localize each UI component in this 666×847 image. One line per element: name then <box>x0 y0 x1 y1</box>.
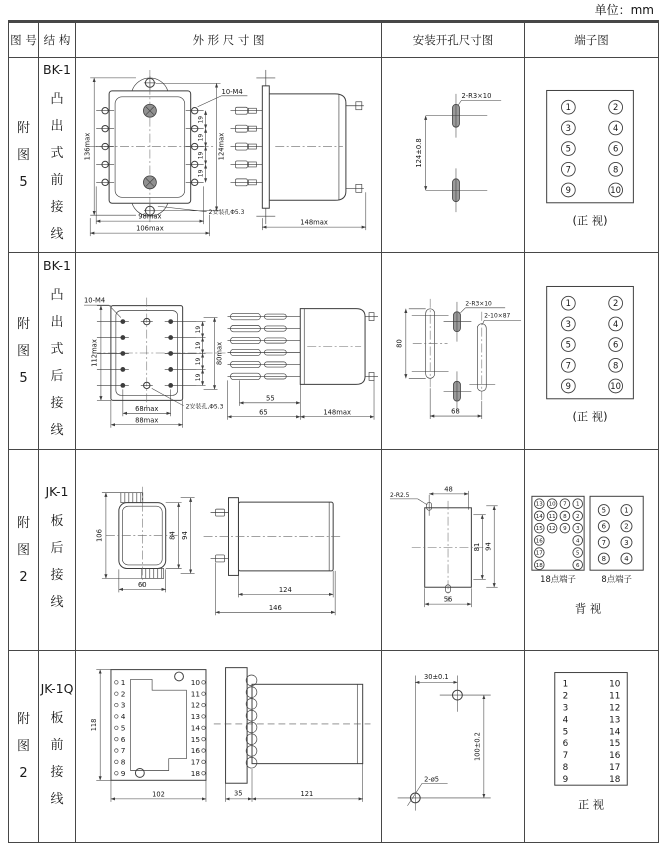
dim-label: 19 <box>197 115 205 124</box>
outline-drawing-row2 <box>76 253 382 450</box>
terminal-number: 8 <box>601 555 607 564</box>
terminal-number: 1 <box>575 501 580 508</box>
screw-spec-label: 10-M4 <box>83 296 106 305</box>
view-caption: 正 视 <box>577 798 605 812</box>
dim-label: 148max <box>300 218 328 227</box>
terminal-svg-row4 <box>525 651 658 842</box>
pin-number: 18 <box>609 775 621 786</box>
pin-number: 9 <box>120 768 126 778</box>
structure-cell-row1 <box>39 58 76 253</box>
pin-circle <box>202 681 206 685</box>
unit-label: 单位：mm <box>594 3 654 17</box>
terminal-number: 6 <box>601 522 607 531</box>
terminal-drawing-row3 <box>525 450 658 651</box>
header-figure: 图 号 <box>9 23 39 58</box>
figure-number: 附图2 <box>16 712 30 781</box>
terminal-number: 5 <box>565 339 572 350</box>
pin-circle <box>115 760 119 764</box>
pin-circle <box>202 771 206 775</box>
dim-label: 88max <box>135 416 159 425</box>
pin-number: 11 <box>609 691 621 702</box>
terminal-number: 1 <box>624 506 629 515</box>
terminal-number: 6 <box>575 562 580 569</box>
pin-number: 15 <box>190 734 201 744</box>
wiring-label: 凸出式前接线 <box>50 92 64 242</box>
dim-label: 68max <box>135 404 159 413</box>
dim-label: 19 <box>197 133 205 142</box>
dim-label: 19 <box>195 373 203 382</box>
terminal-number: 14 <box>535 513 543 520</box>
figure-number: 附图5 <box>16 120 30 190</box>
model-label: JK-1 <box>45 484 69 499</box>
outline-svg-row3 <box>76 450 381 650</box>
terminal-number: 2 <box>624 522 629 531</box>
pin-number: 6 <box>562 739 569 750</box>
pin-number: 17 <box>190 757 201 767</box>
header-outline: 外 形 尺 寸 图 <box>76 23 382 58</box>
dim-label: 60 <box>137 580 147 589</box>
dim-label: 124±0.8 <box>415 138 424 168</box>
terminal-svg-row2 <box>525 253 658 449</box>
dim-label: 146 <box>268 603 282 612</box>
dim-label: 94 <box>484 542 493 551</box>
mounting-svg-row1 <box>382 58 524 252</box>
pin-number: 10 <box>609 679 621 690</box>
outline-svg-row4 <box>76 651 381 842</box>
pin-circle <box>202 703 206 707</box>
outline-drawing-row3 <box>76 450 382 651</box>
terminal-number: 5 <box>565 143 572 154</box>
pin-number: 15 <box>609 739 621 750</box>
terminal-svg-row1 <box>525 58 658 252</box>
terminal-number: 12 <box>548 526 556 533</box>
pin-number: 7 <box>120 746 126 756</box>
structure-cell-row3 <box>39 450 76 651</box>
pin-number: 1 <box>120 677 126 687</box>
pin-circle <box>115 703 119 707</box>
view-caption: (正 视) <box>572 213 608 228</box>
terminal-number: 11 <box>548 513 556 520</box>
pin-number: 3 <box>562 703 569 714</box>
dim-label: 19 <box>195 325 203 334</box>
mounting-drawing-row4 <box>382 651 525 842</box>
mounting-svg-row4 <box>382 651 524 842</box>
mounting-drawing-row1 <box>382 58 525 253</box>
terminal-number: 9 <box>565 380 572 391</box>
pin-number: 13 <box>190 712 201 722</box>
terminal-number: 2 <box>575 513 580 520</box>
pin-number: 8 <box>562 763 569 774</box>
terminal-number: 8 <box>612 164 619 175</box>
dim-label: 118 <box>89 718 98 732</box>
figure-cell-row4 <box>9 651 39 842</box>
dim-label: 106 <box>95 529 104 543</box>
slot-spec-label: 2-10×87 <box>484 312 511 320</box>
terminal-number: 3 <box>565 122 572 133</box>
terminal-block-label: 8点端子 <box>601 574 632 585</box>
pin-circle <box>115 749 119 753</box>
terminal-number: 7 <box>565 360 572 371</box>
figure-cell-row2 <box>9 253 39 450</box>
pin-number: 10 <box>190 677 201 687</box>
slot-spec-label: 2-R3×10 <box>465 300 492 308</box>
dim-label: 84 <box>168 531 177 540</box>
dim-label: 48 <box>444 485 453 494</box>
terminal-number: 10 <box>610 380 621 391</box>
pin-circle <box>115 726 119 730</box>
terminal-number: 3 <box>575 526 580 533</box>
view-caption: (正 视) <box>572 409 608 424</box>
terminal-number: 8 <box>612 360 619 371</box>
dim-label: 30±0.1 <box>424 672 449 681</box>
terminal-number: 4 <box>612 122 619 133</box>
terminal-number: 7 <box>565 164 572 175</box>
pin-circle <box>202 726 206 730</box>
pin-number: 16 <box>609 751 621 762</box>
pin-number: 3 <box>120 700 126 710</box>
pin-number: 4 <box>562 715 569 726</box>
terminal-number: 5 <box>575 550 580 557</box>
model-label: BK-1 <box>43 258 71 273</box>
terminal-number: 13 <box>535 501 543 508</box>
dim-label: 136max <box>83 132 92 161</box>
dim-label: 56 <box>443 595 453 604</box>
pin-circle <box>202 749 206 753</box>
terminal-drawing-row4 <box>525 651 658 842</box>
terminal-svg-row3 <box>525 450 658 650</box>
outline-svg-row2 <box>76 253 381 449</box>
terminal-number: 9 <box>563 526 567 533</box>
terminal-number: 8 <box>563 513 567 520</box>
mounting-svg-row3 <box>382 450 524 650</box>
pin-number: 8 <box>120 757 126 767</box>
dim-label: 65 <box>259 408 268 417</box>
pin-number: 5 <box>562 727 569 738</box>
pin-number: 5 <box>120 723 126 733</box>
dim-label: 124 <box>278 585 292 594</box>
pin-number: 6 <box>120 734 126 744</box>
dim-label: 68 <box>451 407 460 416</box>
dim-label: 81 <box>472 542 481 552</box>
pin-circle <box>202 737 206 741</box>
terminal-number: 2 <box>612 298 619 309</box>
outline-svg-row1 <box>76 58 381 252</box>
pin-circle <box>202 715 206 719</box>
slot-spec-label: 2-R3×10 <box>461 91 492 100</box>
pin-number: 9 <box>562 775 569 786</box>
terminal-number: 6 <box>612 143 619 154</box>
pin-number: 14 <box>609 727 621 738</box>
terminal-number: 16 <box>535 538 543 545</box>
pin-number: 13 <box>609 715 621 726</box>
header-structure: 结 构 <box>39 23 76 58</box>
wiring-label: 凸出式后接线 <box>50 288 64 438</box>
terminal-number: 18 <box>535 562 543 569</box>
pin-circle <box>202 760 206 764</box>
pin-number: 1 <box>562 679 569 690</box>
pin-number: 12 <box>190 700 201 710</box>
terminal-number: 1 <box>565 102 572 113</box>
header-terminal: 端子图 <box>525 23 658 58</box>
terminal-number: 4 <box>612 318 619 329</box>
figure-cell-row1 <box>9 58 39 253</box>
dim-label: 112max <box>90 339 99 367</box>
pin-circle <box>115 692 119 696</box>
wiring-label: 板前接线 <box>50 710 64 807</box>
wiring-label: 板后接线 <box>50 514 64 610</box>
dim-label: 148max <box>323 408 351 417</box>
terminal-number: 10 <box>610 184 621 195</box>
hole-spec-label: 2-ø5 <box>424 775 440 784</box>
figure-number: 附图5 <box>16 316 30 386</box>
terminal-number: 3 <box>565 318 572 329</box>
dim-label: 80max <box>215 341 224 366</box>
terminal-drawing-row2 <box>525 253 658 450</box>
mounting-drawing-row2 <box>382 253 525 450</box>
terminal-number: 6 <box>612 339 619 350</box>
pin-number: 2 <box>562 691 569 702</box>
dim-label: 80 <box>395 339 404 348</box>
terminal-number: 7 <box>601 538 607 547</box>
terminal-number: 9 <box>565 184 572 195</box>
terminal-number: 5 <box>601 506 607 515</box>
structure-cell-row4 <box>39 651 76 842</box>
outline-drawing-row1 <box>76 58 382 253</box>
pin-number: 7 <box>562 751 569 762</box>
pin-circle <box>115 681 119 685</box>
dim-label: 19 <box>195 341 203 350</box>
figure-number: 附图2 <box>16 515 30 585</box>
dim-label: 94 <box>181 531 190 540</box>
model-label: JK-1Q <box>40 680 74 696</box>
pin-circle <box>202 692 206 696</box>
dim-label: 121 <box>300 789 314 798</box>
pin-number: 12 <box>609 703 621 714</box>
pin-circle <box>115 771 119 775</box>
header-mounting: 安装开孔尺寸图 <box>382 23 525 58</box>
terminal-number: 17 <box>535 550 543 557</box>
structure-cell-row2 <box>39 253 76 450</box>
figure-cell-row3 <box>9 450 39 651</box>
terminal-number: 7 <box>563 501 567 508</box>
pin-number: 18 <box>190 768 201 778</box>
terminal-block-label: 18点端子 <box>540 574 576 585</box>
terminal-number: 4 <box>575 538 580 545</box>
pin-number: 17 <box>609 763 621 774</box>
terminal-number: 10 <box>548 501 556 508</box>
hole-spec-label: 2安装孔Φ5.3 <box>208 209 245 217</box>
model-label: BK-1 <box>43 62 71 77</box>
mounting-svg-row2 <box>382 253 524 449</box>
pin-number: 16 <box>190 746 201 756</box>
dim-label: 106max <box>136 224 164 233</box>
view-caption: 背 视 <box>574 601 602 616</box>
pin-number: 11 <box>190 689 201 699</box>
dim-label: 124max <box>217 132 226 161</box>
dim-label: 100±0.2 <box>473 732 482 761</box>
dim-label: 19 <box>197 151 205 160</box>
spec-table <box>8 20 659 843</box>
mounting-drawing-row3 <box>382 450 525 651</box>
dim-label: 19 <box>195 357 203 366</box>
screw-spec-label: 10-M4 <box>221 87 243 96</box>
pin-circle <box>115 715 119 719</box>
pin-circle <box>115 737 119 741</box>
dim-label: 98max <box>138 212 162 221</box>
dim-label: 55 <box>266 394 275 403</box>
terminal-number: 15 <box>535 526 543 533</box>
dim-label: 102 <box>152 790 165 799</box>
corner-spec-label: 2-R2.5 <box>389 491 410 499</box>
pin-number: 4 <box>120 712 126 722</box>
pin-number: 2 <box>120 689 126 699</box>
hole-spec-label: 2安装孔,Φ5.3 <box>185 403 224 411</box>
terminal-number: 1 <box>565 298 572 309</box>
terminal-number: 2 <box>612 102 619 113</box>
terminal-drawing-row1 <box>525 58 658 253</box>
outline-drawing-row4 <box>76 651 382 842</box>
dim-label: 35 <box>234 789 243 798</box>
dim-label: 19 <box>197 169 205 178</box>
terminal-number: 3 <box>624 538 629 547</box>
pin-number: 14 <box>190 723 201 733</box>
terminal-number: 4 <box>624 555 629 564</box>
